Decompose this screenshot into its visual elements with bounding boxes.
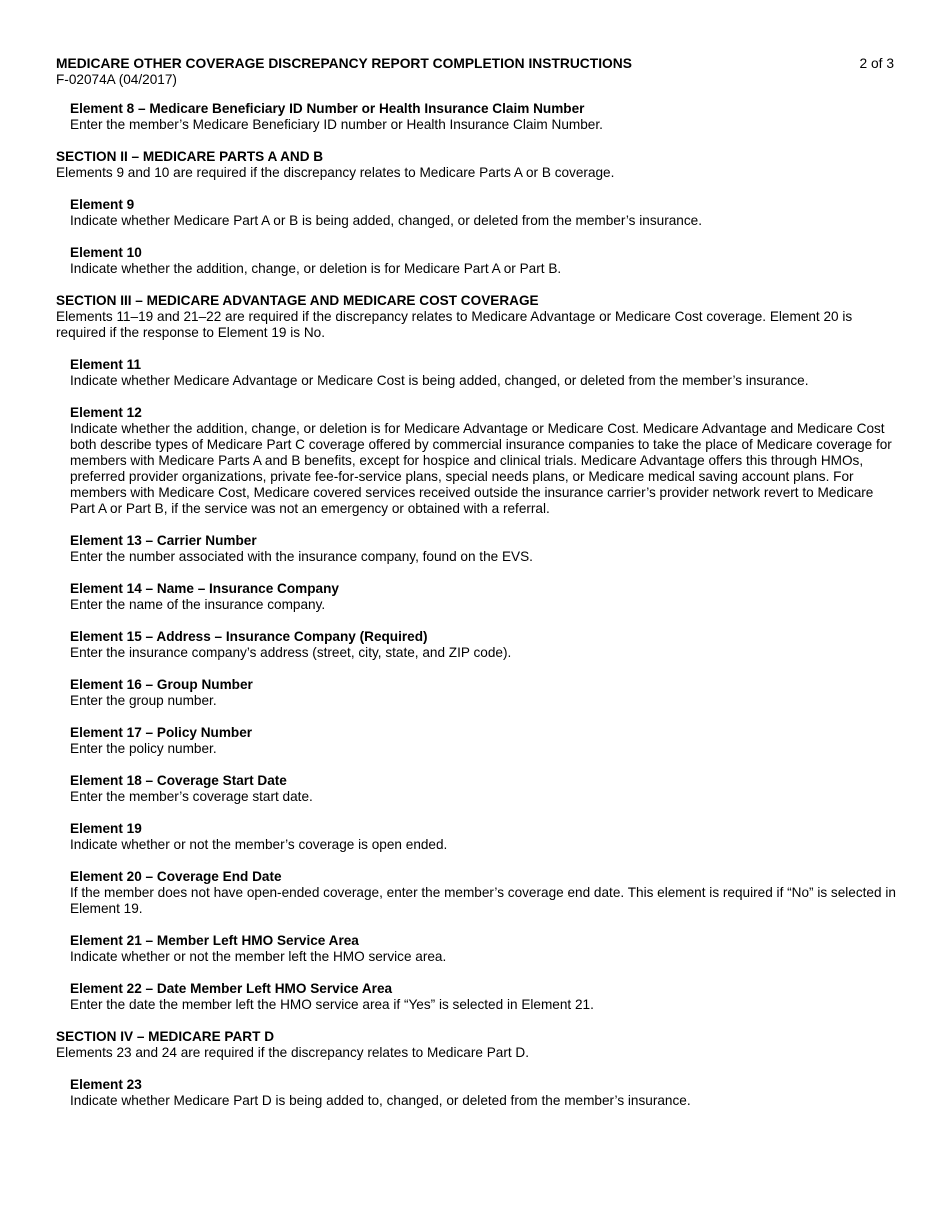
element-21 — [56, 933, 896, 965]
element-22 — [56, 981, 896, 1013]
document-title: MEDICARE OTHER COVERAGE DISCREPANCY REPORT COMPLETION INSTRUCTIONS — [56, 56, 632, 71]
element-17-text: Enter the policy number. — [70, 741, 217, 756]
element-12-text: Indicate whether the addition, change, or deletion is for Medicare Advantage or Medicare Cost. Medicare Advantage and Medicare Cost both describe types of Medicare Part C coverage offered by commercial insurance companies to take the place of Medicare coverage for members with Medicare Parts A and B benefits, except for hospice and clinical trials. Medicare Advantage offers this through HMOs, preferred provider organizations, private fee-for-service plans, special needs plans, or Medicare medical saving account plans. For members with Medicare Cost, Medicare covered services received outside the insurance carrier’s provider network revert to Medicare Part A or Part B, if the service was not an emergency or obtained with a referral. — [70, 421, 892, 516]
element-20-text: If the member does not have open-ended coverage, enter the member’s coverage end date. This element is required if “No” is selected in Element 19. — [70, 885, 896, 916]
document-page — [56, 56, 896, 1125]
element-10-text: Indicate whether the addition, change, or deletion is for Medicare Part A or Part B. — [70, 261, 562, 276]
element-16-heading: Element 16 – Group Number — [70, 677, 253, 692]
element-18 — [56, 773, 896, 805]
element-13-text: Enter the number associated with the insurance company, found on the EVS. — [70, 549, 533, 564]
element-11 — [56, 357, 896, 389]
element-15-text: Enter the insurance company’s address (street, city, state, and ZIP code). — [70, 645, 512, 660]
element-21-text: Indicate whether or not the member left the HMO service area. — [70, 949, 447, 964]
element-22-text: Enter the date the member left the HMO service area if “Yes” is selected in Element 21. — [70, 997, 594, 1012]
element-20-heading: Element 20 – Coverage End Date — [70, 869, 282, 884]
element-18-heading: Element 18 – Coverage Start Date — [70, 773, 287, 788]
element-9 — [56, 197, 896, 229]
element-8 — [56, 101, 896, 133]
element-9-text: Indicate whether Medicare Part A or B is being added, changed, or deleted from the member’s insurance. — [70, 213, 702, 228]
element-11-heading: Element 11 — [70, 357, 142, 372]
element-17 — [56, 725, 896, 757]
element-11-text: Indicate whether Medicare Advantage or Medicare Cost is being added, changed, or deleted from the member’s insurance. — [70, 373, 809, 388]
element-23 — [56, 1077, 896, 1109]
section-3-text: Elements 11–19 and 21–22 are required if the discrepancy relates to Medicare Advantage or Medicare Cost coverage. Element 20 is required if the response to Element 19 is No. — [56, 309, 853, 340]
element-20 — [56, 869, 896, 917]
element-15-heading: Element 15 – Address – Insurance Company (Required) — [70, 629, 428, 644]
element-13 — [56, 533, 896, 565]
element-8-text: Enter the member’s Medicare Beneficiary ID number or Health Insurance Claim Number. — [70, 117, 603, 132]
element-14-text: Enter the name of the insurance company. — [70, 597, 326, 612]
element-18-text: Enter the member’s coverage start date. — [70, 789, 313, 804]
document-header — [56, 56, 896, 88]
element-10 — [56, 245, 896, 277]
section-3 — [56, 293, 896, 341]
element-13-heading: Element 13 – Carrier Number — [70, 533, 257, 548]
element-17-heading: Element 17 – Policy Number — [70, 725, 253, 740]
section-3-heading: SECTION III – MEDICARE ADVANTAGE AND MEDICARE COST COVERAGE — [56, 293, 539, 308]
element-10-heading: Element 10 — [70, 245, 142, 260]
form-number: F-02074A (04/2017) — [56, 72, 177, 87]
section-4 — [56, 1029, 896, 1061]
element-9-heading: Element 9 — [70, 197, 135, 212]
element-14-heading: Element 14 – Name – Insurance Company — [70, 581, 339, 596]
section-2 — [56, 149, 896, 181]
element-19-heading: Element 19 — [70, 821, 142, 836]
element-22-heading: Element 22 – Date Member Left HMO Service Area — [70, 981, 393, 996]
element-19 — [56, 821, 896, 853]
section-2-heading: SECTION II – MEDICARE PARTS A AND B — [56, 149, 324, 164]
section-4-text: Elements 23 and 24 are required if the discrepancy relates to Medicare Part D. — [56, 1045, 530, 1060]
element-16-text: Enter the group number. — [70, 693, 217, 708]
element-19-text: Indicate whether or not the member’s coverage is open ended. — [70, 837, 448, 852]
element-12-heading: Element 12 — [70, 405, 142, 420]
element-12 — [56, 405, 896, 517]
element-14 — [56, 581, 896, 613]
element-21-heading: Element 21 – Member Left HMO Service Area — [70, 933, 359, 948]
element-23-text: Indicate whether Medicare Part D is being added to, changed, or deleted from the member’s insurance. — [70, 1093, 691, 1108]
element-8-heading: Element 8 – Medicare Beneficiary ID Number or Health Insurance Claim Number — [70, 101, 585, 116]
element-15 — [56, 629, 896, 661]
element-23-heading: Element 23 — [70, 1077, 142, 1092]
page-number: 2 of 3 — [859, 56, 894, 71]
section-4-heading: SECTION IV – MEDICARE PART D — [56, 1029, 275, 1044]
element-16 — [56, 677, 896, 709]
section-2-text: Elements 9 and 10 are required if the discrepancy relates to Medicare Parts A or B coverage. — [56, 165, 615, 180]
